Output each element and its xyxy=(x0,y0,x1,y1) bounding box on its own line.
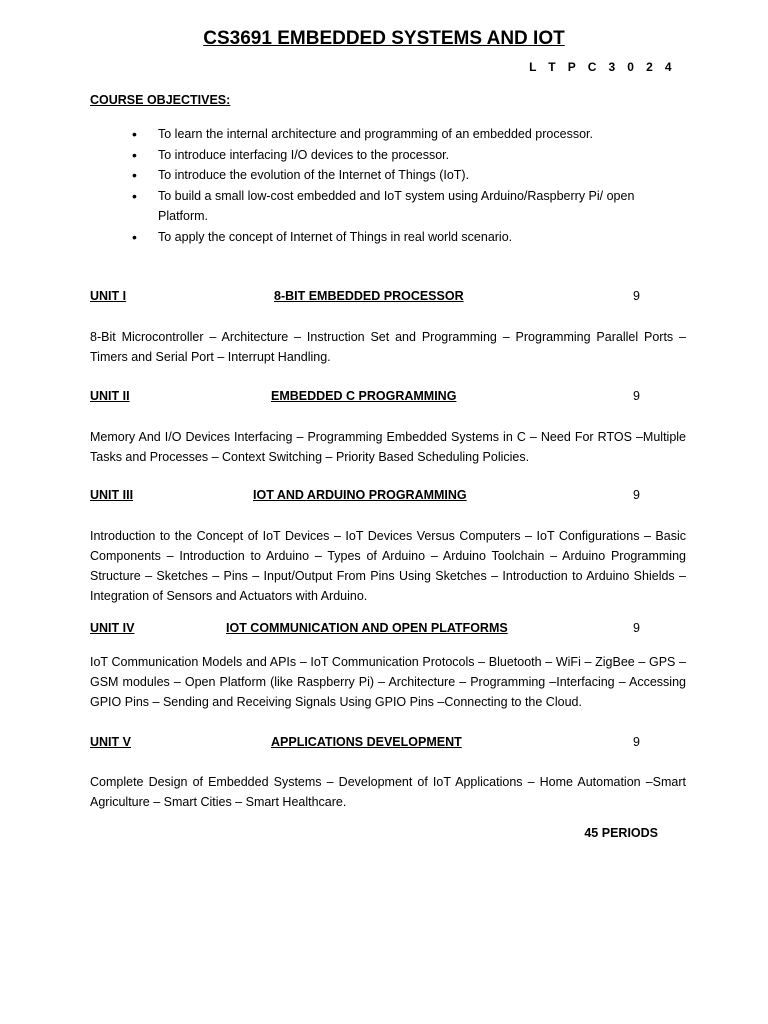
unit-3-header xyxy=(90,488,690,506)
unit-4-content: IoT Communication Models and APIs – IoT Communication Protocols – Bluetooth – WiFi – ZigBee – GPS – GSM modules – Open Platform (like Raspberry Pi) – Architecture – Programming –Interfacing – Accessing GPIO Pins – Sending and Receiving Signals Using GPIO Pins –Connecting to the Cloud. xyxy=(90,655,686,709)
bullet-icon: • xyxy=(132,187,137,204)
unit-label: UNIT I xyxy=(90,289,127,303)
objective-item: • To introduce interfacing I/O devices to the processor. xyxy=(90,145,650,166)
ltpc-credits: L T P C 3 0 2 4 xyxy=(529,60,676,74)
unit-label: UNIT III xyxy=(90,488,134,502)
unit-1-header xyxy=(90,289,690,307)
total-periods: 45 PERIODS xyxy=(584,826,658,840)
unit-hours: 9 xyxy=(633,389,640,403)
unit-5-content: Complete Design of Embedded Systems – Development of IoT Applications – Home Automation –Smart Agriculture – Smart Cities – Smart Healthcare. xyxy=(90,775,686,809)
objective-item: • To build a small low-cost embedded and IoT system using Arduino/Raspberry Pi/ open Platform. xyxy=(132,187,635,223)
unit-2-content: Memory And I/O Devices Interfacing – Programming Embedded Systems in C – Need For RTOS –Multiple Tasks and Processes – Context Switching – Priority Based Scheduling Policies. xyxy=(90,430,686,464)
unit-5-header xyxy=(90,735,690,753)
unit-2-header xyxy=(90,389,690,407)
course-title: CS3691 EMBEDDED SYSTEMS AND IOT xyxy=(203,28,565,49)
unit-hours: 9 xyxy=(633,735,640,749)
bullet-icon: • xyxy=(132,146,137,163)
unit-4-header xyxy=(90,621,690,639)
bullet-icon: • xyxy=(132,228,137,245)
unit-label: UNIT II xyxy=(90,389,130,403)
unit-hours: 9 xyxy=(633,488,640,502)
unit-3-content: Introduction to the Concept of IoT Devices – IoT Devices Versus Computers – IoT Configurations – Basic Components – Introduction to Arduino – Types of Arduino – Arduino Toolchain – Arduino Programming Structure – Sketches – Pins – Input/Output From Pins Using Sketches – Introduction to Arduino Shields – Integration of Sensors and Actuators with Arduino. xyxy=(90,529,686,603)
unit-title: APPLICATIONS DEVELOPMENT xyxy=(271,735,462,749)
objective-item: • To learn the internal architecture and programming of an embedded processor. xyxy=(90,124,650,145)
unit-hours: 9 xyxy=(633,621,640,635)
unit-1-content: 8-Bit Microcontroller – Architecture – Instruction Set and Programming – Programming Parallel Ports – Timers and Serial Port – Interrupt Handling. xyxy=(90,330,686,364)
unit-title: EMBEDDED C PROGRAMMING xyxy=(271,389,457,403)
objective-item: • To introduce the evolution of the Internet of Things (IoT). xyxy=(90,165,650,186)
unit-title: IOT AND ARDUINO PROGRAMMING xyxy=(253,488,467,502)
bullet-icon: • xyxy=(132,126,137,142)
objectives-heading: COURSE OBJECTIVES: xyxy=(90,93,231,107)
objectives-list xyxy=(90,124,650,247)
bullet-icon: • xyxy=(132,167,137,183)
unit-title: 8-BIT EMBEDDED PROCESSOR xyxy=(274,289,464,303)
unit-hours: 9 xyxy=(633,289,640,303)
unit-title: IOT COMMUNICATION AND OPEN PLATFORMS xyxy=(226,621,508,635)
unit-label: UNIT V xyxy=(90,735,131,749)
unit-label: UNIT IV xyxy=(90,621,135,635)
objective-item: • To apply the concept of Internet of Things in real world scenario. xyxy=(90,227,650,248)
